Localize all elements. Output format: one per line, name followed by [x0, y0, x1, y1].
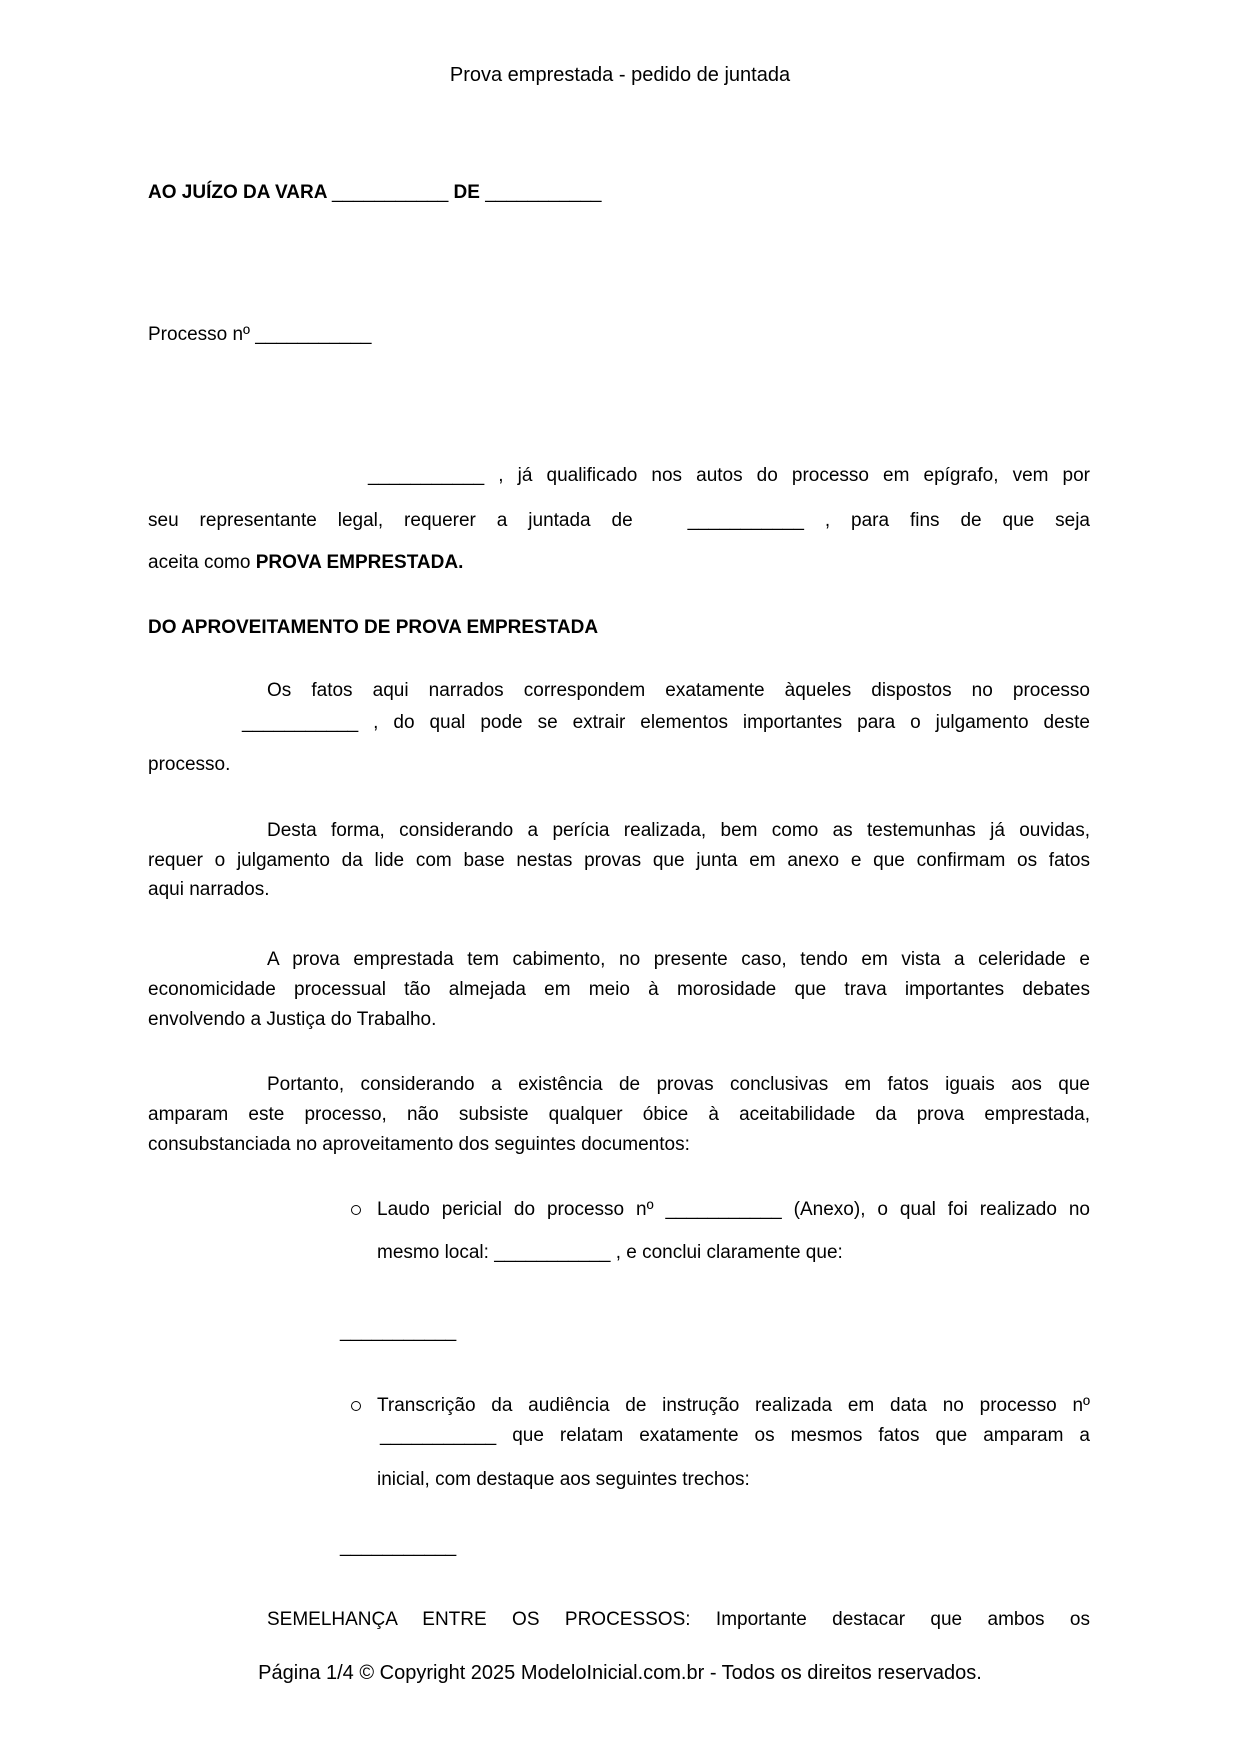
blank-field: ___________	[340, 1321, 457, 1342]
opening-paragraph-text: ___________ , para fins de que seja	[687, 510, 1090, 531]
opening-paragraph-line-3	[148, 551, 1090, 575]
document-title: Prova emprestada - pedido de juntada	[449, 64, 791, 86]
facts-paragraph-line-3: processo.	[148, 754, 231, 775]
court-header-de: DE	[448, 182, 486, 203]
borrowed-evidence-emphasis: PROVA EMPRESTADA.	[255, 552, 464, 573]
page-footer: Página 1/4 © Copyright 2025 ModeloInicial.com.br - Todos os direitos reservados.	[258, 1662, 982, 1684]
court-header-line	[148, 181, 1090, 205]
opening-paragraph-line-1: ___________ , já qualificado nos autos do processo em epígrafo, vem por	[368, 465, 1090, 486]
bullet-circle-icon	[351, 1401, 361, 1411]
blank-field: ___________	[332, 182, 449, 203]
blank-field: ___________	[255, 324, 372, 345]
blank-field: ___________	[340, 1536, 457, 1557]
bullet-transcricao-line-2: ___________ que relatam exatamente os mesmos fatos que amparam a	[380, 1425, 1090, 1446]
bullet-circle-icon	[351, 1205, 361, 1215]
celerity-paragraph-line-3: envolvendo a Justiça do Trabalho.	[148, 1009, 437, 1030]
court-header-text: AO JUÍZO DA VARA	[148, 182, 333, 203]
facts-paragraph-line-2: ___________ , do qual pode se extrair elementos importantes para o julgamento deste	[242, 712, 1090, 733]
celerity-paragraph-line-1: A prova emprestada tem cabimento, no presente caso, tendo em vista a celeridade e	[267, 949, 1090, 970]
opening-paragraph-line-2	[148, 509, 1090, 557]
similarity-paragraph-line-1: SEMELHANÇA ENTRE OS PROCESSOS: Importante destacar que ambos os	[267, 1609, 1090, 1630]
case-number-label: Processo nº	[148, 324, 256, 345]
section-heading: DO APROVEITAMENTO DE PROVA EMPRESTADA	[148, 617, 599, 638]
bullet-transcricao-line-3: inicial, com destaque aos seguintes trechos:	[377, 1469, 750, 1490]
celerity-paragraph-line-2: economicidade processual tão almejada em meio à morosidade que trava importantes debates	[148, 979, 1090, 1000]
facts-paragraph-line-1: Os fatos aqui narrados correspondem exatamente àqueles dispostos no processo	[267, 680, 1090, 701]
opening-paragraph-text: seu representante legal, requerer a juntada de	[148, 510, 633, 531]
blank-field: ___________	[485, 182, 602, 203]
bullet-laudo-line-2: mesmo local: ___________ , e conclui claramente que:	[377, 1242, 843, 1263]
conclusion-paragraph-line-1: Portanto, considerando a existência de provas conclusivas em fatos iguais aos que	[267, 1074, 1090, 1095]
expert-paragraph-line-3: aqui narrados.	[148, 879, 270, 900]
case-number-line	[148, 323, 1090, 347]
bullet-transcricao-line-1: Transcrição da audiência de instrução realizada em data no processo nº	[377, 1395, 1090, 1416]
conclusion-paragraph-line-2: amparam este processo, não subsiste qualquer óbice à aceitabilidade da prova emprestada,	[148, 1104, 1090, 1125]
expert-paragraph-line-2: requer o julgamento da lide com base nestas provas que junta em anexo e que confirmam os fatos	[148, 850, 1090, 871]
expert-paragraph-line-1: Desta forma, considerando a perícia realizada, bem como as testemunhas já ouvidas,	[267, 820, 1090, 841]
opening-paragraph-text: aceita como	[148, 552, 256, 573]
conclusion-paragraph-line-3: consubstanciada no aproveitamento dos seguintes documentos:	[148, 1134, 690, 1155]
bullet-laudo-line-1: Laudo pericial do processo nº ___________ (Anexo), o qual foi realizado no	[377, 1199, 1090, 1220]
